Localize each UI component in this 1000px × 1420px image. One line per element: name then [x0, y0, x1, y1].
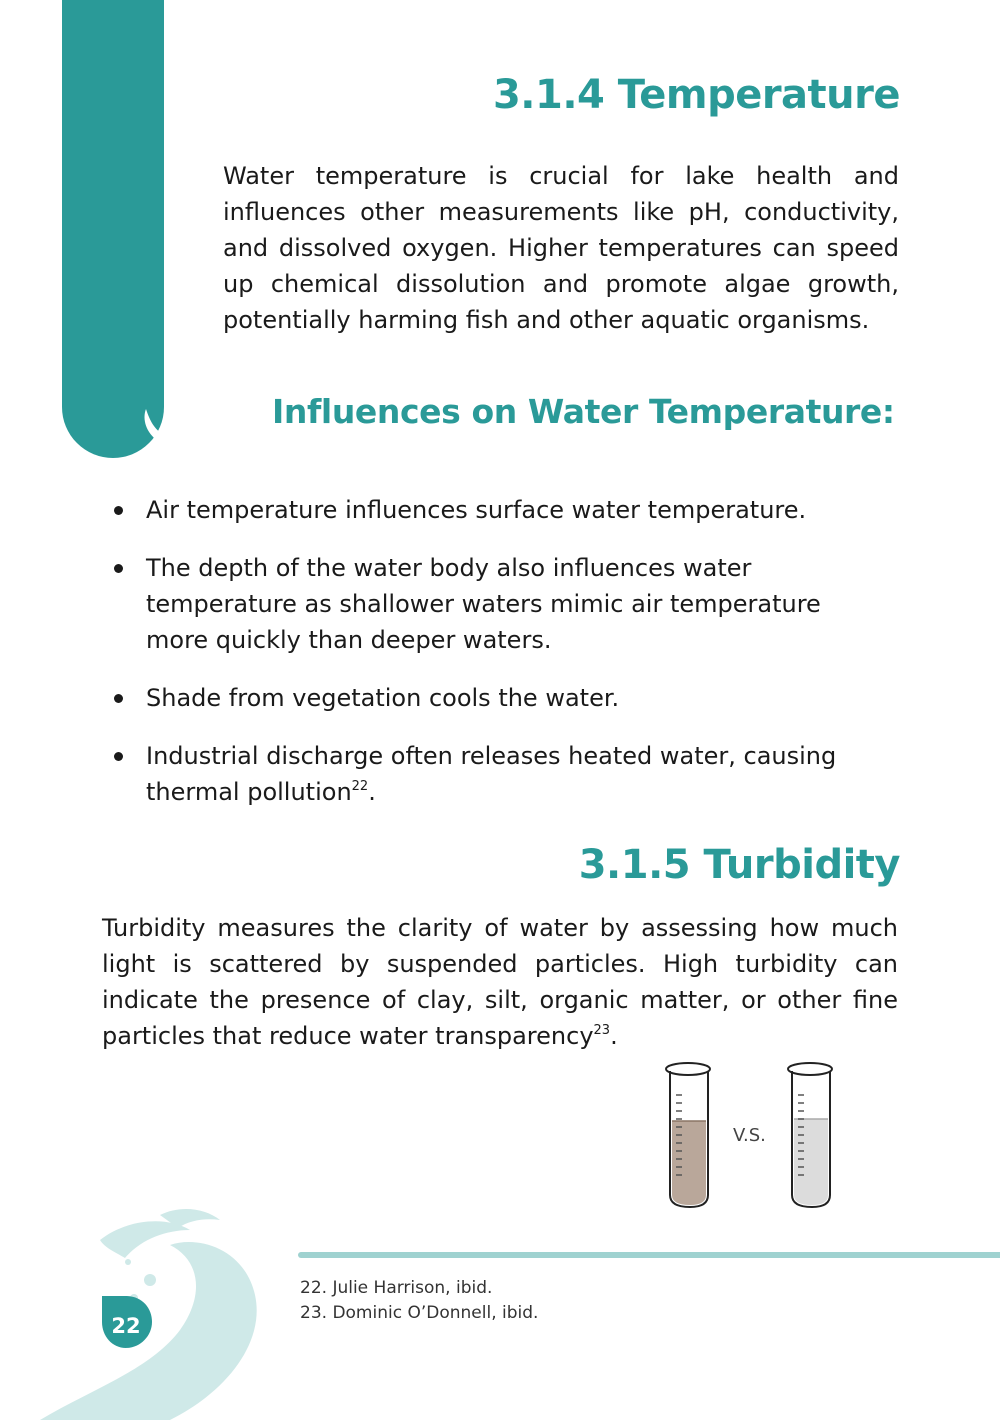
turbid-tube-icon: [666, 1063, 710, 1207]
bullet-icon: [114, 752, 123, 761]
page-number: 22: [111, 1314, 141, 1338]
footnote: 23. Dominic O’Donnell, ibid.: [300, 1303, 539, 1323]
versus-label: V.S.: [733, 1125, 766, 1146]
influences-heading: Influences on Water Temperature:: [272, 392, 895, 431]
section-title-temperature: 3.1.4 Temperature: [492, 72, 900, 118]
turbidity-paragraph: Turbidity measures the clarity of water by assessing how much light is scattered by suspended particles. High turbidity can indicate the presence of clay, silt, organic matter, or other fine particles that reduce water transparency$^{23}$.: [102, 914, 898, 1050]
list-item: The depth of the water body also influences water temperature as shallower waters mimic air temperature more quickly than deeper waters.: [100, 550, 860, 658]
list-item: Industrial discharge often releases heated water, causing thermal pollution$^{22}$.: [100, 738, 860, 810]
bullet-icon: [114, 506, 123, 515]
bullet-icon: [114, 694, 123, 703]
wave-decoration: [30, 1200, 310, 1420]
clear-tube-icon: [788, 1063, 832, 1207]
footnote-ref[interactable]: 22: [351, 779, 369, 794]
temperature-paragraph: Water temperature is crucial for lake health and influences other measurements like pH, conductivity, and dissolved oxygen. Higher temperatures can speed up chemical dissolution and promote algae growth, potentially harming fish and other aquatic organisms.: [223, 162, 899, 334]
footnotes: [300, 1276, 538, 1326]
list-item: Shade from vegetation cools the water.: [100, 680, 860, 716]
footer-divider: [298, 1252, 1000, 1258]
water-drop-icon: [140, 405, 170, 447]
influences-list: [100, 492, 860, 832]
footnote-ref[interactable]: 23: [593, 1023, 611, 1038]
side-tab-label: Measuring Water Quality: [164, 68, 190, 399]
list-item: Air temperature influences surface water temperature.: [100, 492, 860, 528]
bullet-icon: [114, 564, 123, 573]
footnote: 22. Julie Harrison, ibid.: [300, 1278, 493, 1298]
side-tab: [62, 0, 190, 458]
section-title-turbidity: 3.1.5 Turbidity: [578, 842, 900, 888]
